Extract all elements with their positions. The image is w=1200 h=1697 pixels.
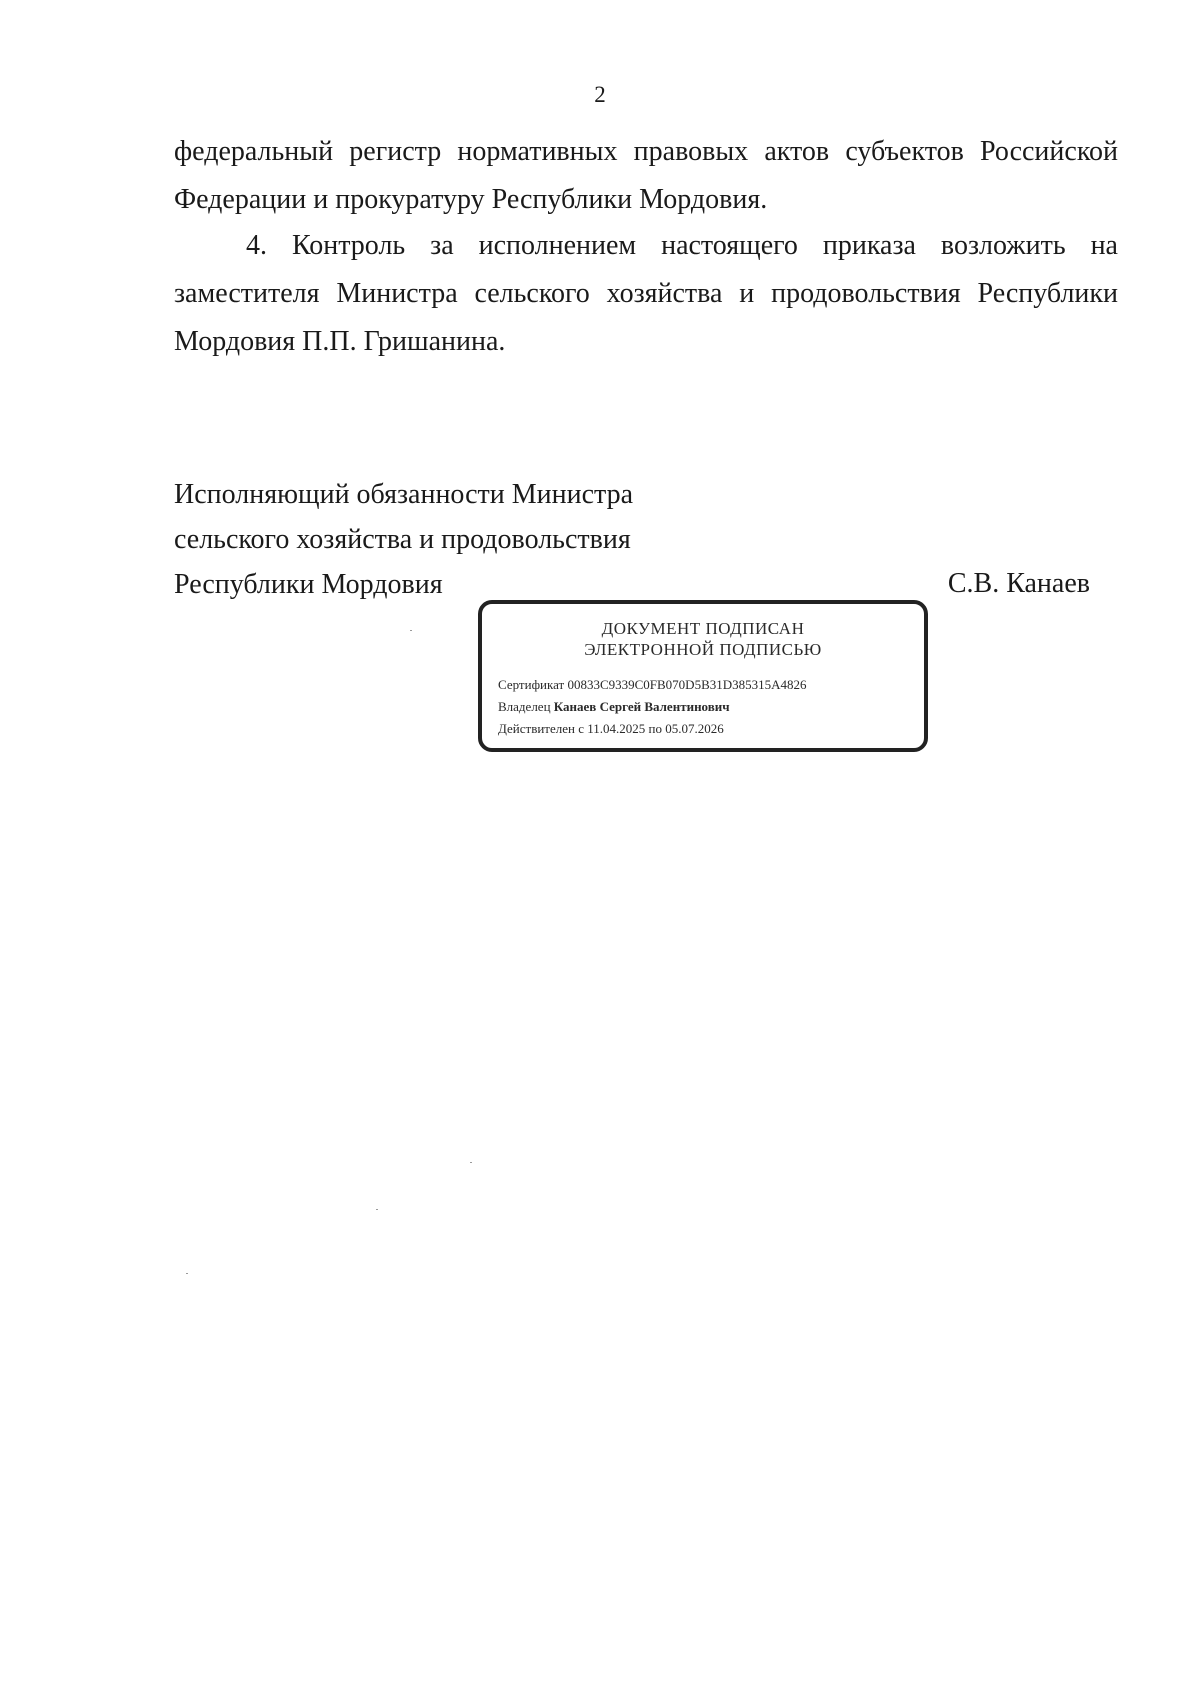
stamp-owner-label: Владелец	[498, 699, 551, 714]
electronic-signature-stamp	[478, 600, 928, 752]
stamp-details	[498, 674, 908, 740]
stamp-title	[498, 618, 908, 660]
stamp-valid-to: 05.07.2026	[665, 721, 724, 736]
stamp-valid-to-label: по	[648, 721, 662, 736]
signatory-position-line: сельского хозяйства и продовольствия	[174, 524, 631, 555]
scan-speck	[410, 630, 412, 631]
stamp-certificate-label: Сертификат	[498, 677, 565, 692]
stamp-certificate-row	[498, 674, 908, 696]
stamp-owner-value: Канаев Сергей Валентинович	[553, 699, 730, 714]
signatory-position-line: Исполняющий обязанности Министра	[174, 479, 634, 510]
stamp-valid-from: 11.04.2025	[587, 721, 646, 736]
stamp-valid-label: Действителен с	[498, 721, 584, 736]
scan-speck	[470, 1162, 472, 1163]
paragraph-continuation: федеральный регистр нормативных правовых актов субъектов Российской Федерации и прокуратуру Республики Мордовия.	[174, 136, 1118, 215]
stamp-title-line: ДОКУМЕНТ ПОДПИСАН	[601, 619, 805, 638]
scan-speck	[376, 1209, 378, 1210]
stamp-validity-row	[498, 718, 908, 740]
signatory-position	[174, 472, 633, 607]
stamp-certificate-value: 00833C9339C0FB070D5B31D385315A4826	[567, 677, 807, 692]
paragraph-item-4: 4. Контроль за исполнением настоящего приказа возложить на заместителя Министра сельского хозяйства и продовольствия Республики Мордовия П.П. Гришанина.	[174, 230, 1118, 357]
page-number: 2	[594, 82, 606, 107]
stamp-title-line: ЭЛЕКТРОННОЙ ПОДПИСЬЮ	[584, 640, 822, 659]
signer-name: С.В. Канаев	[947, 568, 1090, 599]
signatory-position-line: Республики Мордовия	[174, 569, 443, 600]
scan-speck	[186, 1273, 188, 1274]
stamp-owner-row	[498, 696, 908, 718]
